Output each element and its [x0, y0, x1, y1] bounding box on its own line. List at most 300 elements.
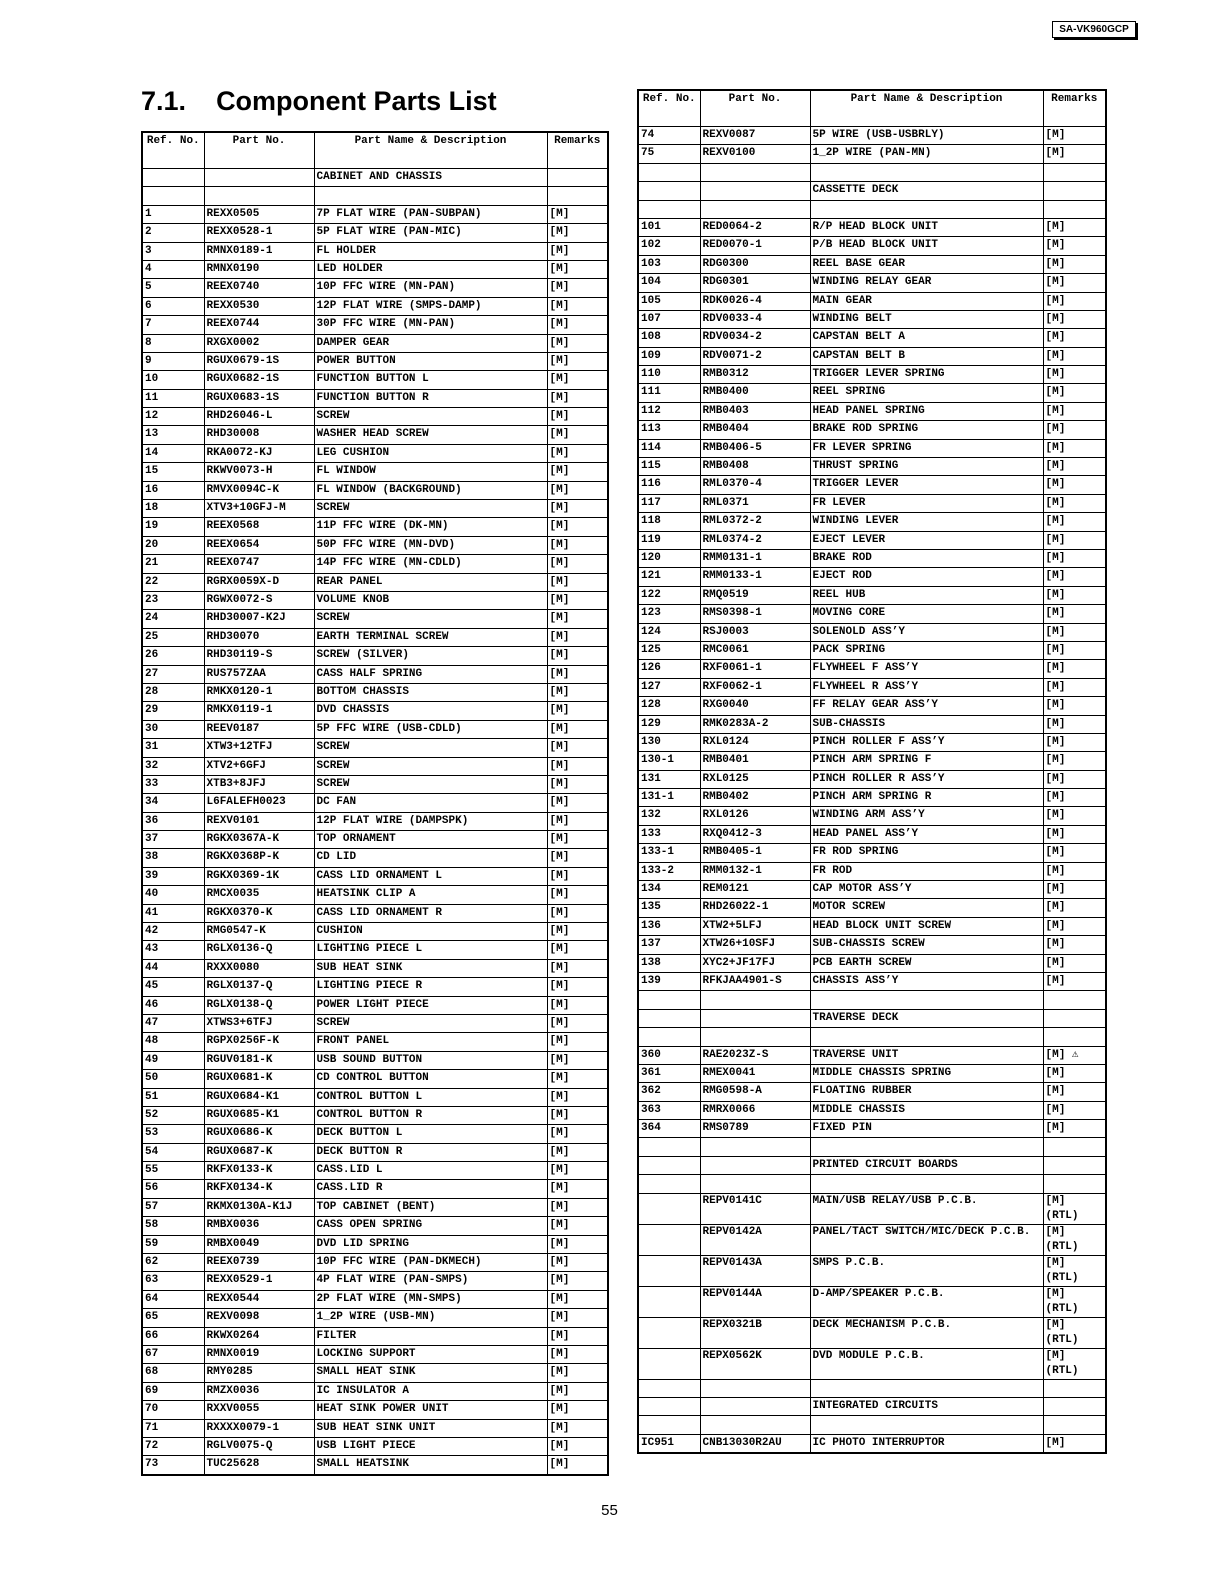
cell-remarks: [M] — [1043, 255, 1106, 273]
cell-description: CONTROL BUTTON R — [314, 1106, 547, 1124]
cell-part-no: RDG0300 — [700, 255, 810, 273]
cell-part-no: RXL0125 — [700, 770, 810, 788]
cell-description: SCREW — [314, 1014, 547, 1032]
table-row — [142, 647, 608, 665]
cell-description: CASS.LID R — [314, 1180, 547, 1198]
cell-ref: 128 — [638, 697, 700, 715]
cell-ref: 113 — [638, 421, 700, 439]
cell-remarks: [M] — [547, 739, 608, 757]
cell-part-no: REPX0562K — [700, 1348, 810, 1379]
cell-remarks: [M] — [547, 610, 608, 628]
cell-ref: 9 — [142, 352, 204, 370]
cell-part-no: RDK0026-4 — [700, 292, 810, 310]
cell-ref: 2 — [142, 224, 204, 242]
cell-remarks: [M] — [547, 334, 608, 352]
cell-part-no: RMB0404 — [700, 421, 810, 439]
cell-part-no: RMKX0120-1 — [204, 683, 314, 701]
table-row — [142, 334, 608, 352]
cell-part-no: REXV0101 — [204, 812, 314, 830]
table-row — [142, 941, 608, 959]
cell-remarks: [M] — [1043, 623, 1106, 641]
table-row — [638, 917, 1106, 935]
cell-ref: 23 — [142, 591, 204, 609]
cell-ref — [638, 1138, 700, 1156]
cell-ref: 107 — [638, 310, 700, 328]
table-row — [142, 279, 608, 297]
cell-remarks — [1043, 1138, 1106, 1156]
cell-ref: 50 — [142, 1070, 204, 1088]
cell-description: WINDING LEVER — [810, 513, 1043, 531]
cell-ref — [638, 1028, 700, 1046]
cell-description: FL WINDOW — [314, 463, 547, 481]
table-row — [638, 715, 1106, 733]
cell-part-no: REEV0187 — [204, 720, 314, 738]
cell-part-no — [700, 1175, 810, 1193]
cell-part-no: REEX0568 — [204, 518, 314, 536]
table-row — [638, 678, 1106, 696]
table-row — [638, 292, 1106, 310]
column-header-part-no: Part No. — [700, 90, 810, 127]
table-row — [638, 1193, 1106, 1224]
table-row — [142, 794, 608, 812]
cell-ref — [638, 1416, 700, 1434]
cell-part-no: RGLX0138-Q — [204, 996, 314, 1014]
table-row — [142, 408, 608, 426]
table-row — [142, 1088, 608, 1106]
cell-remarks: [M] — [547, 849, 608, 867]
cell-description: USB SOUND BUTTON — [314, 1051, 547, 1069]
cell-description: CASS LID ORNAMENT R — [314, 904, 547, 922]
cell-part-no: RXXXX0079-1 — [204, 1419, 314, 1437]
cell-part-no: RMG0547-K — [204, 923, 314, 941]
cell-part-no: RGUV0181-K — [204, 1051, 314, 1069]
cell-description: EJECT LEVER — [810, 531, 1043, 549]
table-row — [142, 1364, 608, 1382]
table-row — [638, 641, 1106, 659]
cell-ref: 126 — [638, 660, 700, 678]
cell-part-no: RGKX0369-1K — [204, 867, 314, 885]
cell-part-no — [700, 200, 810, 218]
cell-part-no: RGLX0136-Q — [204, 941, 314, 959]
cell-description: WINDING BELT — [810, 310, 1043, 328]
cell-part-no: RMNX0189-1 — [204, 242, 314, 260]
table-row — [638, 145, 1106, 163]
cell-part-no: TUC25628 — [204, 1456, 314, 1475]
cell-description: FLOATING RUBBER — [810, 1083, 1043, 1101]
cell-part-no: RMK0283A-2 — [700, 715, 810, 733]
table-row — [142, 1456, 608, 1475]
table-row — [142, 1290, 608, 1308]
table-row — [142, 886, 608, 904]
table-header-row — [638, 90, 1106, 127]
cell-remarks: [M] — [547, 1364, 608, 1382]
cell-description: WINDING RELAY GEAR — [810, 274, 1043, 292]
cell-ref: 33 — [142, 775, 204, 793]
table-row — [142, 959, 608, 977]
table-row — [638, 366, 1106, 384]
cell-ref: 103 — [638, 255, 700, 273]
cell-part-no: RED0064-2 — [700, 218, 810, 236]
table-row — [142, 371, 608, 389]
cell-part-no: RMCX0035 — [204, 886, 314, 904]
cell-description: PINCH ARM SPRING R — [810, 789, 1043, 807]
cell-description: TRIGGER LEVER — [810, 476, 1043, 494]
cell-part-no: RDG0301 — [700, 274, 810, 292]
table-row — [142, 518, 608, 536]
cell-part-no: RKWV0073-H — [204, 463, 314, 481]
cell-remarks: [M] — [547, 1382, 608, 1400]
cell-ref: 108 — [638, 329, 700, 347]
cell-remarks: [M] — [547, 1456, 608, 1475]
cell-remarks — [1043, 200, 1106, 218]
cell-remarks: [M] — [1043, 972, 1106, 990]
cell-remarks: [M] — [1043, 660, 1106, 678]
cell-description: SUB-CHASSIS — [810, 715, 1043, 733]
cell-ref: 41 — [142, 904, 204, 922]
cell-remarks: [M] — [547, 978, 608, 996]
table-row — [638, 439, 1106, 457]
cell-part-no: RGUX0687-K — [204, 1143, 314, 1161]
cell-remarks — [1043, 163, 1106, 181]
cell-part-no: RKFX0134-K — [204, 1180, 314, 1198]
cell-description: PINCH ROLLER F ASS’Y — [810, 733, 1043, 751]
cell-remarks — [547, 187, 608, 205]
cell-ref: 29 — [142, 702, 204, 720]
table-row — [638, 1028, 1106, 1046]
cell-part-no: RED0070-1 — [700, 237, 810, 255]
cell-remarks: [M] — [547, 886, 608, 904]
cell-part-no: REXV0087 — [700, 127, 810, 145]
cell-remarks: [M] — [547, 591, 608, 609]
table-row — [142, 573, 608, 591]
cell-description: D-AMP/SPEAKER P.C.B. — [810, 1286, 1043, 1317]
cell-description: SMALL HEAT SINK — [314, 1364, 547, 1382]
cell-ref: 8 — [142, 334, 204, 352]
cell-part-no: RMB0405-1 — [700, 844, 810, 862]
table-row — [638, 549, 1106, 567]
cell-description: MIDDLE CHASSIS SPRING — [810, 1064, 1043, 1082]
cell-part-no: REXV0098 — [204, 1309, 314, 1327]
cell-description: CASSETTE DECK — [810, 182, 1043, 200]
cell-description: FUNCTION BUTTON L — [314, 371, 547, 389]
cell-part-no: RMM0132-1 — [700, 862, 810, 880]
cell-part-no: RXQ0412-3 — [700, 825, 810, 843]
cell-ref: 138 — [638, 954, 700, 972]
cell-remarks — [1043, 1416, 1106, 1434]
cell-description: 10P FFC WIRE (MN-PAN) — [314, 279, 547, 297]
cell-description: DAMPER GEAR — [314, 334, 547, 352]
cell-remarks: [M] — [1043, 347, 1106, 365]
cell-ref: 43 — [142, 941, 204, 959]
cell-part-no: RFKJAA4901-S — [700, 972, 810, 990]
cell-part-no: RGPX0256F-K — [204, 1033, 314, 1051]
cell-ref: 363 — [638, 1101, 700, 1119]
cell-ref — [638, 1224, 700, 1255]
cell-part-no: RMM0131-1 — [700, 549, 810, 567]
cell-part-no — [700, 182, 810, 200]
cell-description — [810, 991, 1043, 1009]
cell-part-no: XTW2+5LFJ — [700, 917, 810, 935]
cell-remarks: [M] — [1043, 807, 1106, 825]
cell-description: DECK BUTTON L — [314, 1125, 547, 1143]
cell-ref — [638, 991, 700, 1009]
cell-remarks: [M] — [1043, 1064, 1106, 1082]
cell-description: MOVING CORE — [810, 605, 1043, 623]
cell-remarks: [M] — [547, 996, 608, 1014]
cell-remarks: [M] — [547, 279, 608, 297]
cell-description: LIGHTING PIECE R — [314, 978, 547, 996]
cell-ref: 49 — [142, 1051, 204, 1069]
cell-description: 11P FFC WIRE (DK-MN) — [314, 518, 547, 536]
cell-description: PRINTED CIRCUIT BOARDS — [810, 1156, 1043, 1174]
cell-ref: 25 — [142, 628, 204, 646]
cell-ref — [638, 1317, 700, 1348]
table-row — [638, 1120, 1106, 1138]
cell-ref — [142, 187, 204, 205]
cell-part-no: RML0374-2 — [700, 531, 810, 549]
cell-description: IC INSULATOR A — [314, 1382, 547, 1400]
cell-ref: 118 — [638, 513, 700, 531]
cell-part-no: REPV0143A — [700, 1255, 810, 1286]
cell-remarks: [M] — [1043, 789, 1106, 807]
cell-remarks: [M] — [547, 794, 608, 812]
cell-remarks: [M] — [547, 959, 608, 977]
cell-remarks: [M] — [1043, 218, 1106, 236]
cell-description: 2P FLAT WIRE (MN-SMPS) — [314, 1290, 547, 1308]
cell-description: CD CONTROL BUTTON — [314, 1070, 547, 1088]
table-row — [638, 936, 1106, 954]
cell-ref: 53 — [142, 1125, 204, 1143]
cell-part-no: RMB0312 — [700, 366, 810, 384]
cell-description: CAPSTAN BELT B — [810, 347, 1043, 365]
cell-ref: 32 — [142, 757, 204, 775]
cell-part-no: RXGX0002 — [204, 334, 314, 352]
cell-description: FR LEVER SPRING — [810, 439, 1043, 457]
table-row — [638, 402, 1106, 420]
cell-ref: 6 — [142, 297, 204, 315]
cell-remarks: [M] — [1043, 329, 1106, 347]
cell-ref: 112 — [638, 402, 700, 420]
cell-part-no — [700, 1416, 810, 1434]
cell-ref: 66 — [142, 1327, 204, 1345]
cell-description: FILTER — [314, 1327, 547, 1345]
cell-description: TOP CABINET (BENT) — [314, 1198, 547, 1216]
cell-ref: 51 — [142, 1088, 204, 1106]
cell-ref: 70 — [142, 1401, 204, 1419]
cell-ref: 48 — [142, 1033, 204, 1051]
cell-part-no: RKA0072-KJ — [204, 444, 314, 462]
cell-remarks: [M] — [547, 408, 608, 426]
cell-ref: 117 — [638, 494, 700, 512]
table-row — [638, 1101, 1106, 1119]
column-header-description: Part Name & Description — [810, 90, 1043, 127]
cell-ref: 360 — [638, 1046, 700, 1064]
cell-part-no: RMEX0041 — [700, 1064, 810, 1082]
cell-description: 14P FFC WIRE (MN-CDLD) — [314, 555, 547, 573]
cell-description: PINCH ROLLER R ASS’Y — [810, 770, 1043, 788]
cell-ref: 39 — [142, 867, 204, 885]
cell-remarks: [M] — [547, 1070, 608, 1088]
cell-part-no: RMVX0094C-K — [204, 481, 314, 499]
cell-remarks: [M] — [1043, 605, 1106, 623]
cell-ref: 362 — [638, 1083, 700, 1101]
cell-remarks: [M] — [547, 628, 608, 646]
cell-part-no — [700, 1028, 810, 1046]
cell-remarks: [M] — [547, 1088, 608, 1106]
table-row — [142, 1254, 608, 1272]
cell-remarks: [M] — [1043, 862, 1106, 880]
cell-ref — [638, 1398, 700, 1416]
parts-table-right — [637, 89, 1107, 1454]
cell-part-no — [700, 1379, 810, 1397]
cell-description: PCB EARTH SCREW — [810, 954, 1043, 972]
cell-description: CASS OPEN SPRING — [314, 1217, 547, 1235]
cell-remarks: [M] — [1043, 825, 1106, 843]
cell-remarks: [M] — [547, 1162, 608, 1180]
table-row — [142, 1198, 608, 1216]
cell-part-no: RSJ0003 — [700, 623, 810, 641]
table-row — [638, 200, 1106, 218]
table-row — [638, 1348, 1106, 1379]
cell-ref: 44 — [142, 959, 204, 977]
cell-description: SCREW — [314, 610, 547, 628]
cell-remarks: [M] — [547, 1235, 608, 1253]
cell-remarks: [M] — [1043, 513, 1106, 531]
cell-description: FF RELAY GEAR ASS’Y — [810, 697, 1043, 715]
cell-part-no: RGUX0679-1S — [204, 352, 314, 370]
cell-ref: 12 — [142, 408, 204, 426]
cell-remarks: [M] — [547, 1327, 608, 1345]
table-row — [142, 389, 608, 407]
cell-ref: 13 — [142, 426, 204, 444]
cell-description: CABINET AND CHASSIS — [314, 169, 547, 187]
table-row — [638, 458, 1106, 476]
cell-ref: 111 — [638, 384, 700, 402]
cell-remarks: [M] — [547, 702, 608, 720]
cell-description: IC PHOTO INTERRUPTOR — [810, 1434, 1043, 1453]
cell-description: BOTTOM CHASSIS — [314, 683, 547, 701]
cell-part-no: RKWX0264 — [204, 1327, 314, 1345]
column-header-part-no: Part No. — [204, 132, 314, 169]
table-row — [638, 972, 1106, 990]
cell-remarks: [M] — [1043, 936, 1106, 954]
cell-ref: 361 — [638, 1064, 700, 1082]
cell-description: EJECT ROD — [810, 568, 1043, 586]
cell-part-no: XTV3+10GFJ-M — [204, 500, 314, 518]
cell-description: SMALL HEATSINK — [314, 1456, 547, 1475]
cell-ref: 116 — [638, 476, 700, 494]
cell-remarks: [M] (RTL) — [1043, 1317, 1106, 1348]
cell-remarks: [M] — [547, 1254, 608, 1272]
cell-ref: 120 — [638, 549, 700, 567]
cell-ref — [638, 1286, 700, 1317]
cell-description: CASS.LID L — [314, 1162, 547, 1180]
cell-part-no — [700, 1009, 810, 1027]
cell-remarks: [M] — [1043, 145, 1106, 163]
cell-ref — [142, 169, 204, 187]
cell-description: FIXED PIN — [810, 1120, 1043, 1138]
cell-description: HEAD PANEL ASS’Y — [810, 825, 1043, 843]
cell-description: FR ROD — [810, 862, 1043, 880]
cell-description: THRUST SPRING — [810, 458, 1043, 476]
cell-description: TRAVERSE DECK — [810, 1009, 1043, 1027]
cell-part-no: RXXX0080 — [204, 959, 314, 977]
cell-ref: 11 — [142, 389, 204, 407]
cell-part-no: REXX0530 — [204, 297, 314, 315]
table-row — [638, 991, 1106, 1009]
cell-part-no: RXG0040 — [700, 697, 810, 715]
cell-ref: 46 — [142, 996, 204, 1014]
cell-description: TRAVERSE UNIT — [810, 1046, 1043, 1064]
table-row — [638, 623, 1106, 641]
cell-remarks: [M] — [547, 1401, 608, 1419]
table-row — [142, 591, 608, 609]
table-row — [142, 1106, 608, 1124]
cell-description: MIDDLE CHASSIS — [810, 1101, 1043, 1119]
cell-remarks: [M] — [1043, 954, 1106, 972]
table-row — [638, 384, 1106, 402]
cell-description: 5P FFC WIRE (USB-CDLD) — [314, 720, 547, 738]
table-row — [142, 1033, 608, 1051]
cell-part-no: REXX0505 — [204, 205, 314, 223]
cell-part-no: RGLX0137-Q — [204, 978, 314, 996]
cell-description: POWER LIGHT PIECE — [314, 996, 547, 1014]
table-row — [638, 697, 1106, 715]
cell-description — [810, 1175, 1043, 1193]
cell-description: CASS HALF SPRING — [314, 665, 547, 683]
cell-ref — [638, 1175, 700, 1193]
table-row — [638, 329, 1106, 347]
cell-ref: 133-1 — [638, 844, 700, 862]
cell-remarks: [M] — [547, 775, 608, 793]
table-row — [142, 555, 608, 573]
cell-description: FRONT PANEL — [314, 1033, 547, 1051]
cell-part-no: RML0370-4 — [700, 476, 810, 494]
table-row — [638, 605, 1106, 623]
cell-remarks: [M] — [1043, 770, 1106, 788]
table-row — [142, 1327, 608, 1345]
table-row — [142, 224, 608, 242]
table-row — [638, 862, 1106, 880]
cell-part-no: RGKX0368P-K — [204, 849, 314, 867]
table-row — [142, 444, 608, 462]
cell-description: MOTOR SCREW — [810, 899, 1043, 917]
cell-ref: 52 — [142, 1106, 204, 1124]
cell-part-no: RMB0401 — [700, 752, 810, 770]
cell-remarks: [M] — [547, 923, 608, 941]
table-row — [638, 237, 1106, 255]
cell-part-no: XYC2+JF17FJ — [700, 954, 810, 972]
table-row — [142, 904, 608, 922]
cell-part-no: REEX0654 — [204, 536, 314, 554]
cell-remarks: [M] — [1043, 586, 1106, 604]
cell-remarks: [M] — [1043, 384, 1106, 402]
cell-part-no — [700, 1398, 810, 1416]
cell-part-no: REEX0744 — [204, 316, 314, 334]
cell-description: R/P HEAD BLOCK UNIT — [810, 218, 1043, 236]
cell-part-no: RMB0402 — [700, 789, 810, 807]
cell-remarks: [M] — [547, 536, 608, 554]
table-row — [142, 1437, 608, 1455]
cell-remarks: [M] (RTL) — [1043, 1193, 1106, 1224]
table-row — [638, 770, 1106, 788]
cell-part-no: RMM0133-1 — [700, 568, 810, 586]
table-row — [638, 476, 1106, 494]
cell-description: PACK SPRING — [810, 641, 1043, 659]
cell-part-no: RMS0789 — [700, 1120, 810, 1138]
cell-part-no: RMNX0019 — [204, 1346, 314, 1364]
table-row — [142, 297, 608, 315]
